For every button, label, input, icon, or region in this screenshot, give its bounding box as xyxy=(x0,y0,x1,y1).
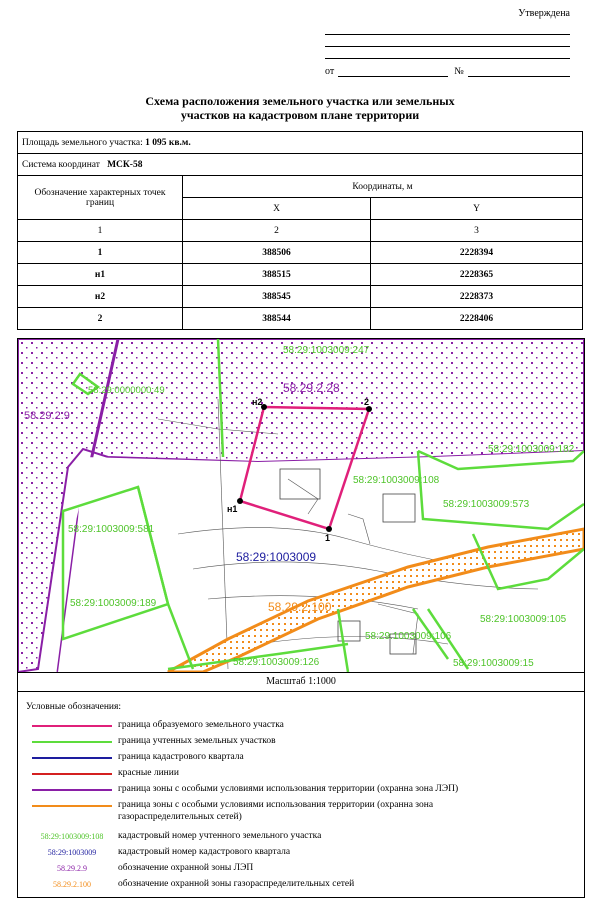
label-point-n2: н2 xyxy=(252,397,263,407)
legend-code-item xyxy=(18,878,584,892)
index-cell: 3 xyxy=(371,220,583,242)
approval-block xyxy=(325,8,570,77)
index-row xyxy=(18,220,583,242)
legend-code-item xyxy=(18,830,584,844)
approval-line-1 xyxy=(325,23,570,35)
legend-heading: Условные обозначения: xyxy=(26,702,122,712)
x-header: X xyxy=(183,198,371,220)
area-value: 1 095 кв.м. xyxy=(145,137,191,148)
map-svg xyxy=(18,339,584,672)
label-p106: 58:29:1003009:106 xyxy=(365,631,452,642)
legend-text: кадастровый номер учтенного земельного участка xyxy=(118,831,322,841)
legend-swatch xyxy=(32,725,112,727)
label-p108: 58:29:1003009:108 xyxy=(353,475,440,486)
point-cell: 2 xyxy=(18,308,183,330)
number-label: № xyxy=(454,66,464,77)
legend-text: граница образуемого земельного участка xyxy=(118,720,284,730)
legend-text: кадастровый номер кадастрового квартала xyxy=(118,847,291,857)
legend-swatch xyxy=(32,773,112,775)
number-field xyxy=(468,65,570,77)
map-scale: Масштаб 1:1000 xyxy=(17,672,585,692)
y-cell: 2228394 xyxy=(371,242,583,264)
index-cell: 1 xyxy=(18,220,183,242)
approval-date-row xyxy=(325,63,570,77)
legend-swatch xyxy=(32,757,112,759)
legend-item xyxy=(18,767,584,781)
system-row xyxy=(18,154,583,176)
label-z228: 58.29.2.28 xyxy=(283,381,340,395)
label-point-n1: н1 xyxy=(227,504,238,514)
legend-text: граница кадастрового квартала xyxy=(118,752,244,762)
legend-code: 58.29.2.100 xyxy=(53,880,91,889)
legend-code-item xyxy=(18,862,584,876)
label-z29: 58.29.2.9 xyxy=(24,410,70,422)
legend-text: обозначение охранной зоны газораспределительных сетей xyxy=(118,879,355,889)
legend-item xyxy=(18,735,584,749)
legend-swatch xyxy=(32,805,112,807)
legend-text: граница зоны с особыми условиями использования территории (охранна зона ЛЭП) xyxy=(118,784,459,794)
label-z2100: 58.29.2.100 xyxy=(268,600,332,614)
table-row xyxy=(18,308,583,330)
approval-title: Утверждена xyxy=(518,8,570,19)
coordinates-table xyxy=(17,131,583,330)
document-title xyxy=(60,94,540,122)
label-p15: 58:29:1003009:15 xyxy=(453,658,534,669)
x-cell: 388545 xyxy=(183,286,371,308)
legend-code: 58.29.2.9 xyxy=(57,864,87,873)
legend xyxy=(17,692,585,898)
label-p126: 58:29:1003009:126 xyxy=(233,657,320,668)
index-cell: 2 xyxy=(183,220,371,242)
system-value: МСК-58 xyxy=(107,159,143,170)
legend-item xyxy=(18,719,584,733)
table-row xyxy=(18,286,583,308)
table-row xyxy=(18,264,583,286)
label-p49: 58:29:0000000:49 xyxy=(88,385,165,396)
table-row xyxy=(18,242,583,264)
label-point-2: 2 xyxy=(364,397,370,407)
legend-text: граница зоны с особыми условиями использования территории (охранна зона газораспределительных сетей) xyxy=(118,800,434,822)
date-field xyxy=(338,65,448,77)
from-label: от xyxy=(325,66,335,77)
y-header: Y xyxy=(371,198,583,220)
legend-code-item xyxy=(18,846,584,860)
label-p581: 58:29:1003009:581 xyxy=(68,524,155,535)
coord-header: Координаты, м xyxy=(183,176,583,198)
y-cell: 2228373 xyxy=(371,286,583,308)
legend-text: граница учтенных земельных участков xyxy=(118,736,276,746)
cadastral-map xyxy=(17,338,585,673)
approval-line-2 xyxy=(325,35,570,47)
label-p247: 58:29:1003009:247 xyxy=(283,345,370,356)
legend-swatch xyxy=(32,789,112,791)
title-line-2: участков на кадастровом плане территории xyxy=(180,108,420,122)
area-row xyxy=(18,132,583,154)
point-cell: 1 xyxy=(18,242,183,264)
area-label: Площадь земельного участка: xyxy=(22,137,143,148)
legend-item xyxy=(18,799,584,827)
legend-item xyxy=(18,783,584,797)
point-cell: н1 xyxy=(18,264,183,286)
point-n1-marker xyxy=(237,498,243,504)
label-p182: 58:29:1003009:182 xyxy=(488,444,575,455)
header-row xyxy=(18,176,583,198)
point-1-marker xyxy=(326,526,332,532)
y-cell: 2228365 xyxy=(371,264,583,286)
label-p189: 58:29:1003009:189 xyxy=(70,598,157,609)
legend-code: 58:29:1003009 xyxy=(47,848,97,857)
point-header: Обозначение характерных точек границ xyxy=(18,176,183,220)
legend-item xyxy=(18,751,584,765)
y-cell: 2228406 xyxy=(371,308,583,330)
x-cell: 388515 xyxy=(183,264,371,286)
approval-line-3 xyxy=(325,47,570,59)
label-p573: 58:29:1003009:573 xyxy=(443,499,530,510)
x-cell: 388544 xyxy=(183,308,371,330)
legend-swatch xyxy=(32,741,112,743)
label-quarter: 58:29:1003009 xyxy=(236,550,317,564)
legend-text: обозначение охранной зоны ЛЭП xyxy=(118,863,254,873)
label-p105: 58:29:1003009:105 xyxy=(480,614,567,625)
x-cell: 388506 xyxy=(183,242,371,264)
point-cell: н2 xyxy=(18,286,183,308)
legend-code: 58:29:1003009:108 xyxy=(40,832,104,841)
system-label: Система координат xyxy=(22,159,100,170)
legend-text: красные линии xyxy=(118,768,179,778)
title-line-1: Схема расположения земельного участка или земельных xyxy=(145,94,455,108)
label-point-1: 1 xyxy=(325,533,331,543)
